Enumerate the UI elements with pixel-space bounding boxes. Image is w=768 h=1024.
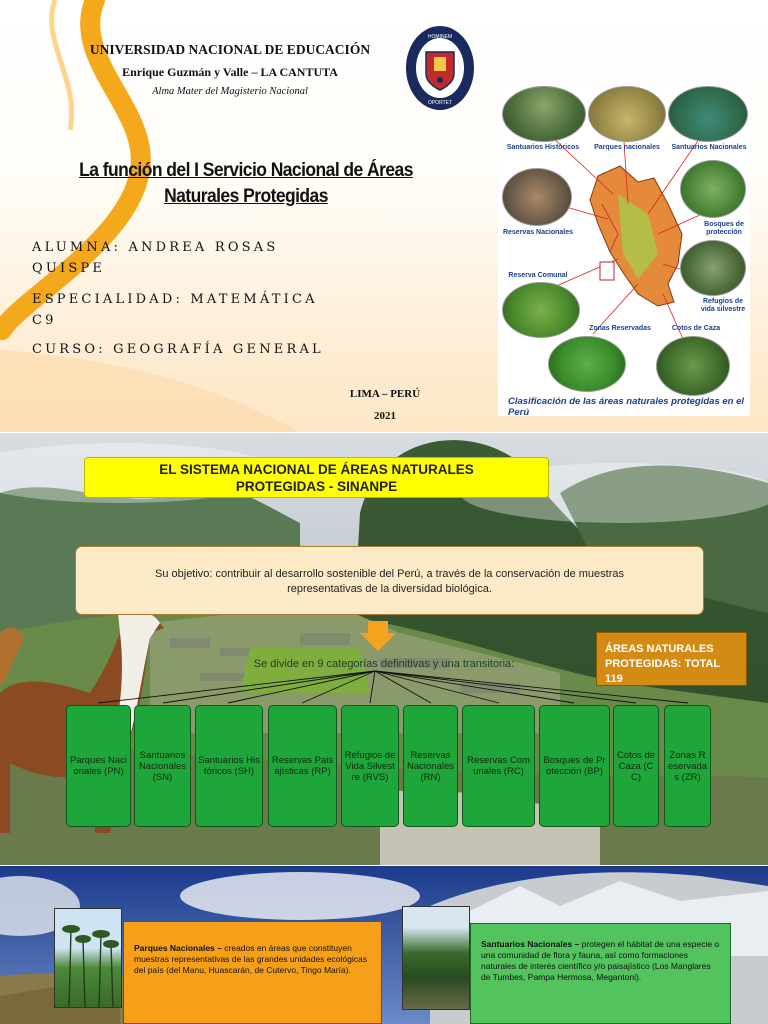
- category-reservas-nacionales: Reservas Nacionales (RN): [403, 705, 458, 827]
- protected-areas-mosaic: [498, 84, 750, 416]
- specialty-line-1: ESPECIALIDAD: MATEMÁTICA: [32, 292, 318, 307]
- university-name: UNIVERSIDAD NACIONAL DE EDUCACIÓN: [89, 42, 371, 57]
- year: 2021: [374, 410, 396, 422]
- areas-line-1: ÁREAS NATURALES: [605, 643, 714, 655]
- sinanpe-title-line-1: EL SISTEMA NACIONAL DE ÁREAS NATURALES: [159, 462, 474, 477]
- university-subtitle: Enrique Guzmán y Valle – LA CANTUTA: [122, 65, 338, 79]
- sinanpe-slide: [0, 433, 768, 865]
- student-line-2: QUISPE: [32, 261, 106, 276]
- caption-refugios-vida-silvestre: Refugios de vida silvestre: [700, 298, 746, 313]
- city: LIMA – PERÚ: [349, 388, 421, 400]
- mosaic-footer-caption: Clasificación de las áreas naturales protegidas en el Perú: [508, 396, 745, 418]
- category-refugios-vida-silvestre: Refugios de Vida Silvestre (RVS): [341, 705, 399, 827]
- svg-text:OPORTET: OPORTET: [427, 100, 453, 106]
- caption-santuarios-nacionales: Santuarios Nacionales: [671, 144, 747, 151]
- descriptions-slide: [0, 866, 768, 1024]
- areas-line-2: PROTEGIDAS: TOTAL 119: [605, 658, 720, 685]
- photo-santuarios-nacionales: [668, 86, 748, 142]
- caption-cotos-caza: Cotos de Caza: [671, 325, 721, 332]
- photo-zonas-reservadas: [548, 336, 626, 392]
- category-parques-nacionales: Parques Nacionales (PN): [66, 705, 131, 827]
- photo-reservas-nacionales: [502, 168, 572, 226]
- thumb-santuarios-nacionales: [402, 906, 470, 1010]
- specialty: [32, 289, 332, 331]
- category-cotos-caza: Cotos de Caza (CC): [613, 705, 659, 827]
- photo-santuarios-historicos: [502, 86, 586, 142]
- card1-text: creados en áreas que constituyen muestras representativas de las grandes unidades ecológicas del país (del Manu, Huascarán, de Cutervo, Tingo María).: [134, 943, 367, 975]
- caption-bosques-proteccion: Bosques de protección: [704, 221, 744, 236]
- category-bosques-proteccion: Bosques de Protección (BP): [539, 705, 610, 827]
- photo-cotos-caza: [656, 336, 730, 396]
- title-line-2: Naturales Protegidas: [164, 186, 328, 207]
- category-santuarios-historicos: Santuarios Históricos (SH): [195, 705, 263, 827]
- student-name: [32, 237, 332, 279]
- photo-bosques-proteccion: [680, 160, 746, 218]
- photo-parques-nacionales: [588, 86, 666, 142]
- objective-line-2: representativas de la diversidad biológica.: [287, 583, 492, 595]
- presentation-title: [53, 158, 439, 210]
- caption-santuarios-historicos: Santuarios Históricos: [506, 144, 580, 151]
- card-santuarios-nacionales: [470, 923, 731, 1024]
- card2-title: Santuarios Nacionales –: [481, 939, 580, 949]
- card1-title: Parques Nacionales –: [134, 943, 222, 953]
- photo-reserva-comunal: [502, 282, 580, 338]
- photo-refugios-vida-silvestre: [680, 240, 746, 296]
- category-santuarios-nacionales: Santuarios Nacionales (SN): [134, 705, 191, 827]
- caption-reserva-comunal: Reserva Comunal: [508, 272, 568, 279]
- cover-slide: [0, 0, 768, 432]
- university-seal-icon: [404, 24, 476, 112]
- student-line-1: ALUMNA: ANDREA ROSAS: [32, 240, 279, 255]
- thumb-parques-nacionales: [54, 908, 122, 1008]
- card2-text: protegen el hábitat de una especie o una comunidad de flora y fauna, así como formaciones naturales de interés científico y/o paisajístico (Los Manglares de Tumbes, Pampa Hermosa, Megantoni).: [481, 939, 720, 982]
- caption-reservas-nacionales: Reservas Nacionales: [502, 229, 574, 236]
- caption-zonas-reservadas: Zonas Reservadas: [589, 325, 651, 332]
- category-zonas-reservadas: Zonas Reservadas (ZR): [664, 705, 711, 827]
- course: CURSO: GEOGRAFÍA GENERAL: [32, 342, 324, 357]
- category-reservas-paisajisticas: Reservas Paisajísticas (RP): [268, 705, 337, 827]
- category-reservas-comunales: Reservas Comunales (RC): [462, 705, 535, 827]
- svg-text:HOMINEM: HOMINEM: [427, 34, 453, 40]
- title-line-1: La función del I Servicio Nacional de Áreas: [79, 160, 413, 181]
- caption-parques-nacionales: Parques nacionales: [594, 144, 660, 151]
- specialty-line-2: C9: [32, 313, 57, 328]
- university-motto: Alma Mater del Magisterio Nacional: [152, 86, 308, 97]
- objective-line-1: Su objetivo: contribuir al desarrollo sostenible del Perú, a través de la conservación de muestras: [155, 568, 624, 580]
- palm-trees-icon: [55, 909, 122, 1008]
- card-parques-nacionales: [123, 921, 382, 1024]
- sinanpe-title-line-2: PROTEGIDAS - SINANPE: [235, 479, 398, 494]
- divide-text: Se divide en 9 categorías definitivas y una transitoria:: [253, 658, 515, 670]
